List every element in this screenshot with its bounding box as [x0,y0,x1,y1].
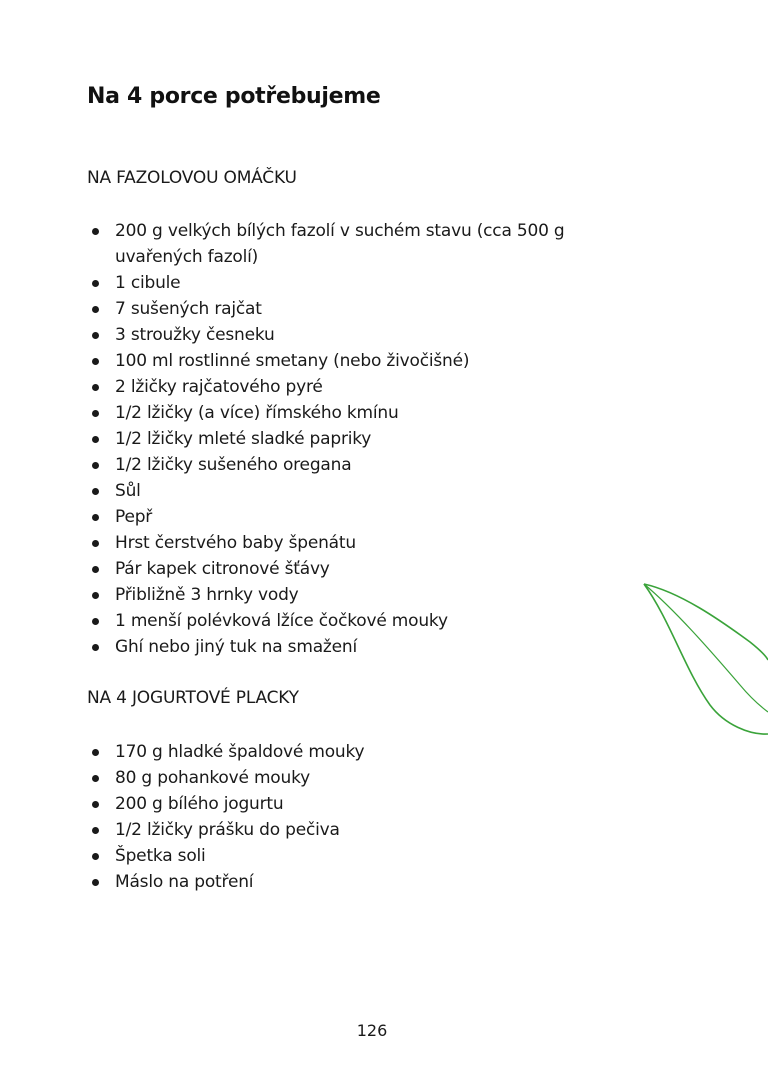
ingredient-list-flatbread [87,739,607,895]
list-item: 1/2 lžičky prášku do pečiva [87,817,607,843]
list-item: Hrst čerstvého baby špenátu [87,530,607,556]
list-item: 2 lžičky rajčatového pyré [87,374,607,400]
list-item: 170 g hladké špaldové mouky [87,739,607,765]
ingredient-list-sauce [87,218,607,660]
list-item: 1/2 lžičky sušeného oregana [87,452,607,478]
list-item: Ghí nebo jiný tuk na smažení [87,634,607,660]
list-item: 1/2 lžičky (a více) římského kmínu [87,400,607,426]
list-item: Pepř [87,504,607,530]
section-title-sauce: NA FAZOLOVOU OMÁČKU [87,168,297,188]
list-item: Máslo na potření [87,869,607,895]
section-title-flatbread: NA 4 JOGURTOVÉ PLACKY [87,688,299,708]
list-item: Špetka soli [87,843,607,869]
list-item: Sůl [87,478,607,504]
page-heading: Na 4 porce potřebujeme [87,84,381,109]
list-item: Přibližně 3 hrnky vody [87,582,607,608]
list-item: 80 g pohankové mouky [87,765,607,791]
list-item: 1 cibule [87,270,607,296]
list-item: Pár kapek citronové šťávy [87,556,607,582]
list-item: 100 ml rostlinné smetany (nebo živočišné) [87,348,607,374]
list-item: 3 stroužky česneku [87,322,607,348]
list-item: 1/2 lžičky mleté sladké papriky [87,426,607,452]
list-item: 7 sušených rajčat [87,296,607,322]
list-item: 200 g bílého jogurtu [87,791,607,817]
list-item: 1 menší polévková lžíce čočkové mouky [87,608,607,634]
leaf-icon [640,580,768,740]
list-item: 200 g velkých bílých fazolí v suchém stavu (cca 500 g uvařených fazolí) [87,218,607,270]
page-number: 126 [356,1021,388,1040]
